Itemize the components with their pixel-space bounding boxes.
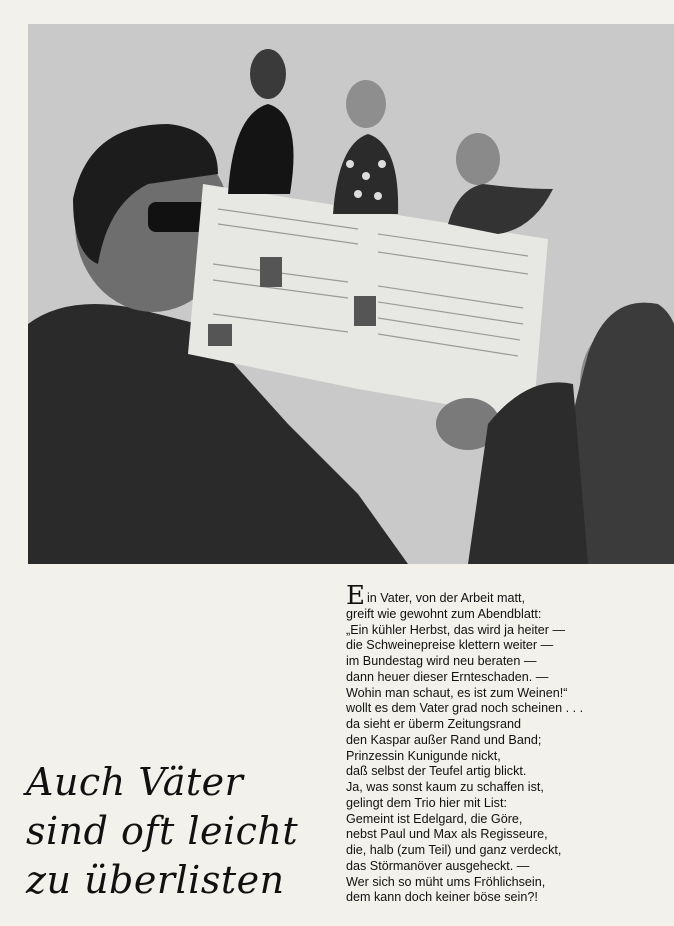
poem-line: im Bundestag wird neu beraten — bbox=[346, 654, 537, 668]
title-line-1: Auch Väter bbox=[26, 760, 244, 804]
title-line-3: zu überlisten bbox=[26, 858, 285, 902]
poem-line: Wer sich so müht ums Fröhlichsein, bbox=[346, 874, 546, 889]
poem-line: die Schweinepreise klettern weiter — bbox=[346, 638, 554, 653]
poem-line: gelingt dem Trio hier mit List: bbox=[346, 795, 507, 810]
poem-line-1-text: in Vater, von der Arbeit matt, bbox=[366, 591, 525, 605]
poem-line: Prinzessin Kunigunde nickt, bbox=[346, 748, 501, 763]
poem-line: daß selbst der Teufel artig blickt. bbox=[346, 764, 527, 779]
drop-cap: E bbox=[346, 581, 365, 611]
poem-line: das Störmanöver ausgeheckt. — bbox=[346, 858, 530, 873]
poem-line: Wohin man schaut, es ist zum Weinen!“ bbox=[346, 685, 568, 700]
poem-line: die, halb (zum Teil) und ganz verdeckt, bbox=[346, 843, 562, 857]
poem-line: greift wie gewohnt zum Abendblatt: bbox=[346, 606, 542, 621]
poem-line: den Kaspar außer Rand und Band; bbox=[346, 732, 542, 747]
poem-line: da sieht er überm Zeitungsrand bbox=[346, 717, 522, 731]
title-line-2: sind oft leicht bbox=[26, 809, 299, 853]
poem-line: wollt es dem Vater grad noch scheinen . . . bbox=[346, 701, 584, 716]
article-title bbox=[26, 758, 326, 905]
photo bbox=[28, 24, 674, 564]
poem-line: Gemeint ist Edelgard, die Göre, bbox=[346, 811, 523, 826]
poem bbox=[346, 581, 672, 906]
poem-line-1 bbox=[346, 581, 672, 611]
poem-line: Ja, was sonst kaum zu schaffen ist, bbox=[346, 780, 544, 794]
poem-line: nebst Paul und Max als Regisseure, bbox=[346, 827, 548, 842]
poem-line: dem kann doch keiner böse sein?! bbox=[346, 890, 538, 905]
photo-illustration bbox=[28, 24, 674, 564]
poem-line: „Ein kühler Herbst, das wird ja heiter — bbox=[346, 622, 566, 637]
poem-line: dann heuer dieser Ernteschaden. — bbox=[346, 669, 549, 684]
